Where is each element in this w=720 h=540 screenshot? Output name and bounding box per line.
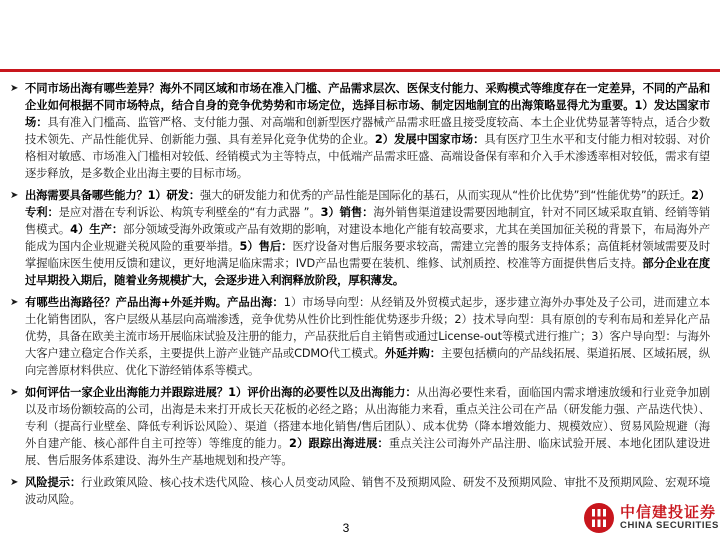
- bold-text-run: 2）发展中国家市场：: [374, 133, 485, 146]
- bold-text-run: 5）售后：: [239, 240, 293, 253]
- triangle-right-icon: ➤: [10, 83, 19, 94]
- bold-text-run: 2）跟踪出海进展：: [289, 437, 389, 450]
- text-run: 部分领域受海外政策或产品有效期的影响，对建设本地化产能有较高要求，尤其在美国加征关税的背景下，布局海外产能成为国内企业规避关税风险的重要举措。: [25, 223, 710, 253]
- bold-text-run: 3）销售：: [320, 206, 374, 219]
- paragraph-required-capabilities: [10, 187, 710, 289]
- text-run: 具有医疗卫生水平和支付能力相对较弱、对价格相对敏感、市场准入门槛相对较低、经销模式为主等特点，中低端产品需求旺盛、高端设备保有率和介入手术渗透率相对较低，需求有望逐步释放，是多数企业出海主要的目标市场。: [25, 133, 710, 180]
- logo-english-name: CHINA SECURITIES: [620, 520, 719, 531]
- text-run: 从出海必要性来看，面临国内需求增速放缓和行业竞争加剧以及市场份额较高的公司，出海是未来打开成长天花板的必经之路；从出海能力来看，重点关注公司在产品（研发能力强、产品迭代快）、专利（提高行业壁垒、降低专利诉讼风险）、渠道（搭建本地化销售/售后团队）、成本优势（降本增效能力、规模效应）、贸易风险规避（海外自建产能、核心部件自主可控等）等维度的能力。: [25, 386, 710, 450]
- header-rule: [0, 69, 720, 72]
- company-logo: [583, 501, 719, 535]
- text-run: 医疗设备对售后服务要求较高，需建立完善的服务支持体系；高值耗材领域需要及时掌握临床医生使用反馈和建议，更好地满足临床需求；IVD产品也需要在装机、维修、试剂质控、校准等方面提供售后支持。: [25, 240, 710, 270]
- paragraph-text: [25, 386, 710, 467]
- bold-text-run: 出海需要具备哪些能力？1）研发：: [25, 189, 200, 202]
- text-run: 强大的研发能力和优秀的产品性能是国际化的基石，从而实现从“性价比优势”到“性能优势”的跃迁。: [199, 189, 692, 202]
- page-number: 3: [342, 521, 350, 535]
- bold-text-run: 2）专利：: [25, 189, 711, 219]
- citic-securities-logo-icon: [583, 502, 615, 534]
- summary-body: [10, 80, 710, 512]
- bold-text-run: 如何评估一家企业出海能力并跟踪进展？1）评价出海的必要性以及出海能力：: [25, 386, 417, 399]
- paragraph-evaluation: [10, 384, 710, 469]
- text-run: 主要包括横向的产品线拓展、渠道拓展、区域拓展，纵向完善原材料供应、优化下游经销体系等模式。: [25, 347, 710, 377]
- triangle-right-icon: ➤: [10, 297, 19, 308]
- bold-text-run: 部分企业在度过早期投入期后，随着业务规模扩大，会逐步进入利润释放阶段，厚积薄发。: [25, 257, 710, 287]
- paragraph-text: [25, 82, 710, 180]
- text-run: 是应对潜在专利诉讼、构筑专利壁垒的“有力武器 ”。: [58, 206, 321, 219]
- triangle-right-icon: ➤: [10, 477, 19, 488]
- text-run: 具有准入门槛高、监管严格、支付能力强、对高端和创新型医疗器械产品需求旺盛且接受度较高、本土企业优势显著等特点，适合少数技术领先、产品性能优异、创新能力强、具有差异化竞争优势的企业。: [25, 116, 710, 146]
- bold-text-run: 外延并购：: [384, 347, 441, 360]
- bold-text-run: 有哪些出海路径？产品出海+外延并购。产品出海：: [25, 296, 284, 309]
- triangle-right-icon: ➤: [10, 387, 19, 398]
- paragraph-text: [25, 189, 710, 287]
- paragraph-text: [25, 296, 710, 377]
- paragraph-expansion-paths: [10, 294, 710, 379]
- bold-text-run: 4）生产：: [70, 223, 124, 236]
- paragraph-market-differences: [10, 80, 710, 182]
- logo-chinese-name: 中信建投证券: [620, 503, 717, 521]
- text-run: 行业政策风险、核心技术迭代风险、核心人员变动风险、销售不及预期风险、研发不及预期风险、审批不及预期风险、宏观环境波动风险。: [25, 476, 710, 506]
- text-run: 海外销售渠道建设需要因地制宜，针对不同区域采取直销、经销等销售模式。: [25, 206, 710, 236]
- text-run: 重点关注公司海外产品注册、临床试验开展、本地化团队建设进展、售后服务体系建设、海外生产基地规划和投产等。: [25, 437, 711, 467]
- text-run: 1）市场导向型：从经销及外贸模式起步，逐步建立海外办事处及子公司，进而建立本土化销售团队，客户层级从基层向高端渗透，竞争优势从性价比到性能优势逐步升级；2）技术导向型：具有原创的专利布局和差异化产品优势，具备在欧美主流市场开展临床试验及注册的能力，产品获批后自主销售或通过License-out等模式进行推广；3）客户导向型：与海外大客户建立稳定合作关系，主要提供上游产业链产品或CDMO代工模式。: [25, 296, 710, 360]
- bold-text-run: 不同市场出海有哪些差异？海外不同区域和市场在准入门槛、产品需求层次、医保支付能力、采购模式等维度存在一定差异，不同的产品和企业如何根据不同市场特点，结合自身的竞争优势势和市场定位，选择目标市场、制定因地制宜的出海策略显得尤为重要。1）发达国家市场：: [25, 82, 710, 129]
- bold-text-run: 风险提示：: [25, 476, 82, 489]
- triangle-right-icon: ➤: [10, 190, 19, 201]
